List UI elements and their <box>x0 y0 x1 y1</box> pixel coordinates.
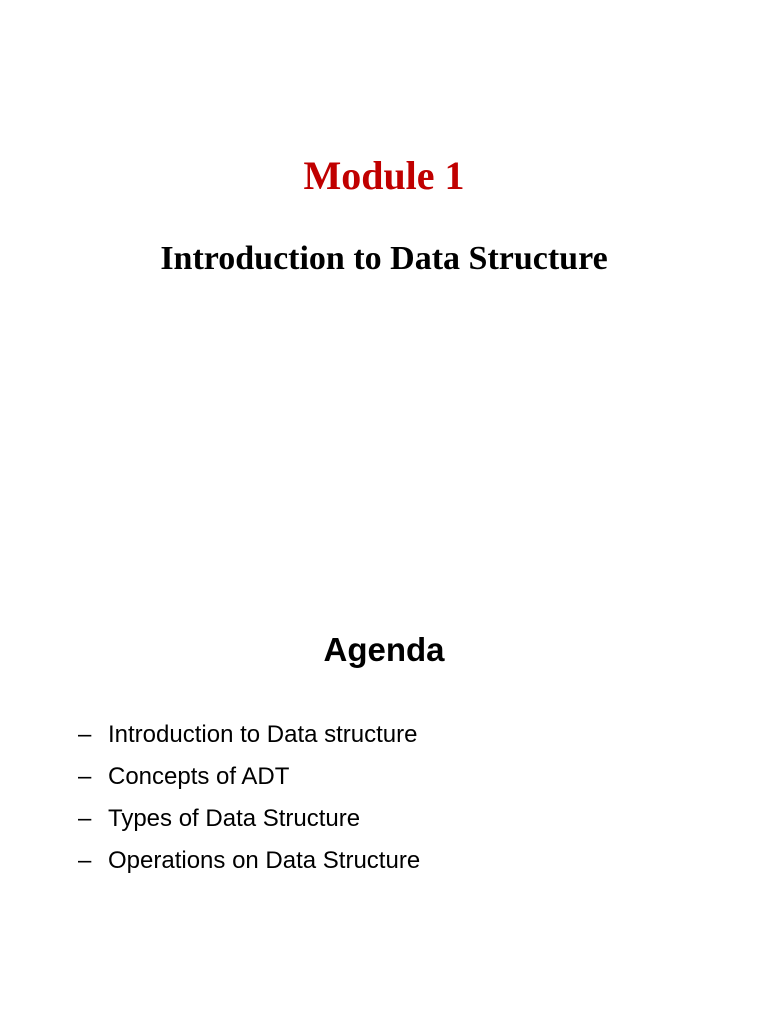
agenda-item <box>78 714 420 756</box>
agenda-item <box>78 756 420 798</box>
module-title: Module 1 <box>303 153 465 198</box>
agenda-item <box>78 840 420 882</box>
dash-bullet: – <box>78 805 92 832</box>
agenda-list <box>78 714 420 882</box>
agenda-item <box>78 798 420 840</box>
agenda-item-label: Operations on Data Structure <box>108 847 421 874</box>
agenda-slide <box>0 560 768 1024</box>
dash-bullet: – <box>78 763 92 790</box>
agenda-heading: Agenda <box>323 631 445 668</box>
dash-bullet: – <box>78 847 92 874</box>
agenda-item-label: Types of Data Structure <box>108 805 361 832</box>
dash-bullet: – <box>78 721 92 748</box>
module-subtitle: Introduction to Data Structure <box>160 240 608 277</box>
agenda-item-label: Concepts of ADT <box>108 763 290 790</box>
agenda-item-label: Introduction to Data structure <box>108 721 418 748</box>
